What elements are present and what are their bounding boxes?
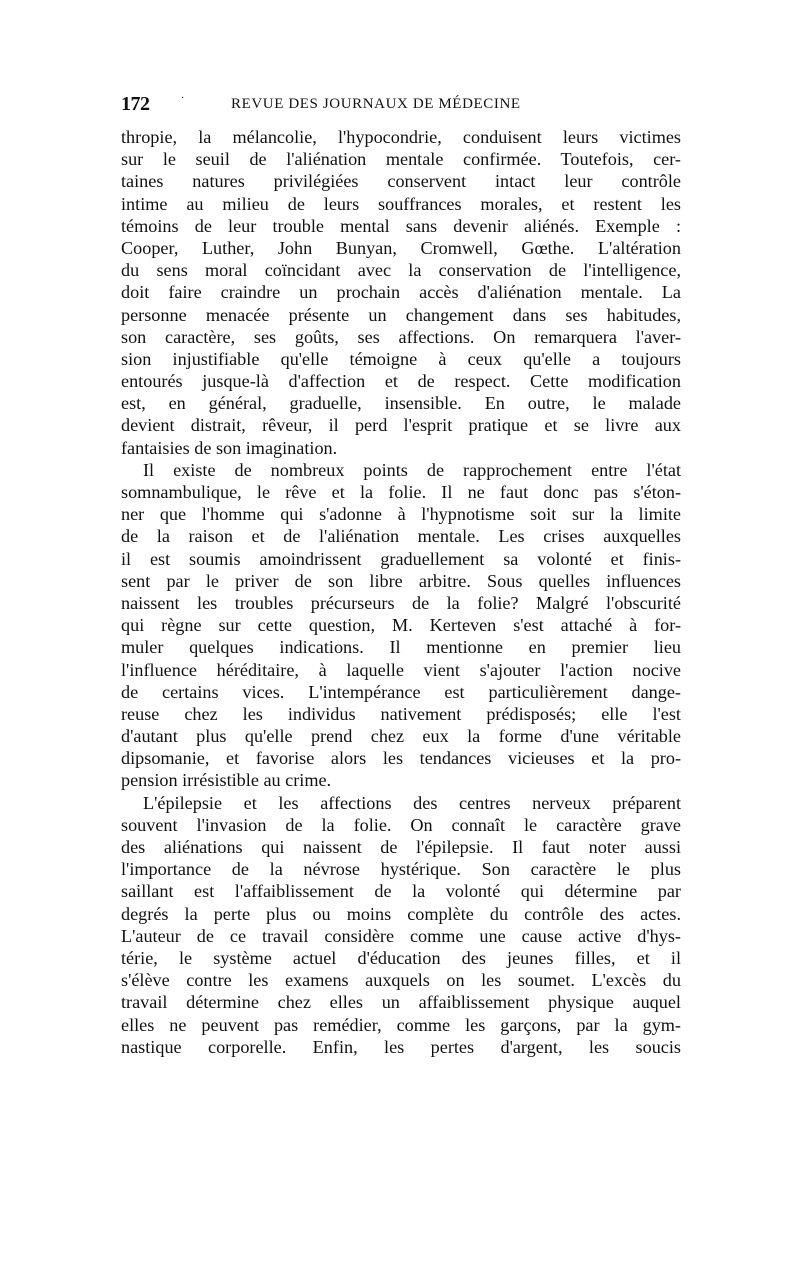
- text-line: qui règne sur cette question, M. Kerteven s'est attaché à for-: [121, 615, 681, 636]
- text-line: Cooper, Luther, John Bunyan, Cromwell, Gœthe. L'altération: [121, 237, 681, 258]
- text-line: de certains vices. L'intempérance est particulièrement dange-: [121, 681, 681, 702]
- text-line: térie, le système actuel d'éducation des jeunes filles, et il: [121, 947, 681, 968]
- text-line: d'autant plus qu'elle prend chez eux la forme d'une véritable: [121, 726, 681, 747]
- text-line: son caractère, ses goûts, ses affections. On remarquera l'aver-: [121, 326, 681, 347]
- text-line: sion injustifiable qu'elle témoigne à ceux qu'elle a toujours: [121, 348, 681, 369]
- paragraph-start-line: L'épilepsie et les affections des centres nerveux préparent: [143, 792, 681, 813]
- text-line: du sens moral coïncidant avec la conservation de l'intelligence,: [121, 260, 681, 281]
- paragraph-end-line: pension irrésistible au crime.: [121, 770, 332, 791]
- text-line: s'élève contre les examens auxquels on les soumet. L'excès du: [121, 970, 681, 991]
- text-line: sent par le priver de son libre arbitre. Sous quelles influences: [121, 570, 681, 591]
- text-line: reuse chez les individus nativement prédisposés; elle l'est: [121, 703, 681, 724]
- text-line: muler quelques indications. Il mentionne en premier lieu: [121, 637, 681, 658]
- text-line: nastique corporelle. Enfin, les pertes d'argent, les soucis: [121, 1036, 681, 1057]
- paragraph-start-line: Il existe de nombreux points de rapprochement entre l'état: [143, 459, 681, 480]
- body-text: [121, 126, 681, 1058]
- text-line: de la raison et de l'aliénation mentale. Les crises auxquelles: [121, 526, 681, 547]
- text-line: elles ne peuvent pas remédier, comme les garçons, par la gym-: [121, 1014, 681, 1035]
- text-line: saillant est l'affaiblissement de la volonté qui détermine par: [121, 881, 681, 902]
- text-line: thropie, la mélancolie, l'hypocondrie, conduisent leurs victimes: [121, 127, 681, 147]
- text-line: travail détermine chez elles un affaiblissement physique auquel: [121, 992, 681, 1013]
- text-line: degrés la perte plus ou moins complète du contrôle des actes.: [121, 903, 681, 924]
- running-head: [121, 93, 681, 115]
- text-line: intime au milieu de leurs souffrances morales, et restent les: [121, 193, 681, 214]
- text-line: souvent l'invasion de la folie. On connaît le caractère grave: [121, 814, 681, 835]
- text-line: l'influence héréditaire, à laquelle vient s'ajouter l'action nocive: [121, 659, 681, 680]
- text-line: somnambulique, le rêve et la folie. Il ne faut donc pas s'éton-: [121, 482, 681, 502]
- text-line: est, en général, graduelle, insensible. En outre, le malade: [121, 393, 681, 414]
- text-line: L'auteur de ce travail considère comme une cause active d'hys-: [121, 925, 681, 946]
- text-line: devient distrait, rêveur, il perd l'esprit pratique et se livre aux: [121, 415, 681, 436]
- header-dot: ·: [181, 93, 185, 104]
- text-line: témoins de leur trouble mental sans devenir aliénés. Exemple :: [121, 215, 681, 236]
- text-line: entourés jusque-là d'affection et de respect. Cette modification: [121, 371, 681, 392]
- text-line: personne menacée présente un changement dans ses habitudes,: [121, 304, 681, 325]
- text-line: il est soumis amoindrissent graduellement sa volonté et finis-: [121, 548, 681, 569]
- text-line: des aliénations qui naissent de l'épilepsie. Il faut noter aussi: [121, 837, 681, 857]
- running-title: REVUE DES JOURNAUX DE MÉDECINE: [231, 96, 521, 112]
- page-number: 172: [121, 93, 150, 115]
- text-line: taines natures privilégiées conservent intact leur contrôle: [121, 171, 681, 192]
- text-line: l'importance de la névrose hystérique. Son caractère le plus: [121, 859, 681, 880]
- paragraph-end-line: fantaisies de son imagination.: [121, 437, 338, 458]
- text-line: naissent les troubles précurseurs de la folie? Malgré l'obscurité: [121, 592, 681, 613]
- text-line: ner que l'homme qui s'adonne à l'hypnotisme soit sur la limite: [121, 504, 681, 525]
- text-line: dipsomanie, et favorise alors les tendances vicieuses et la pro-: [121, 748, 681, 769]
- text-line: doit faire craindre un prochain accès d'aliénation mentale. La: [121, 282, 681, 303]
- text-line: sur le seuil de l'aliénation mentale confirmée. Toutefois, cer-: [121, 149, 681, 170]
